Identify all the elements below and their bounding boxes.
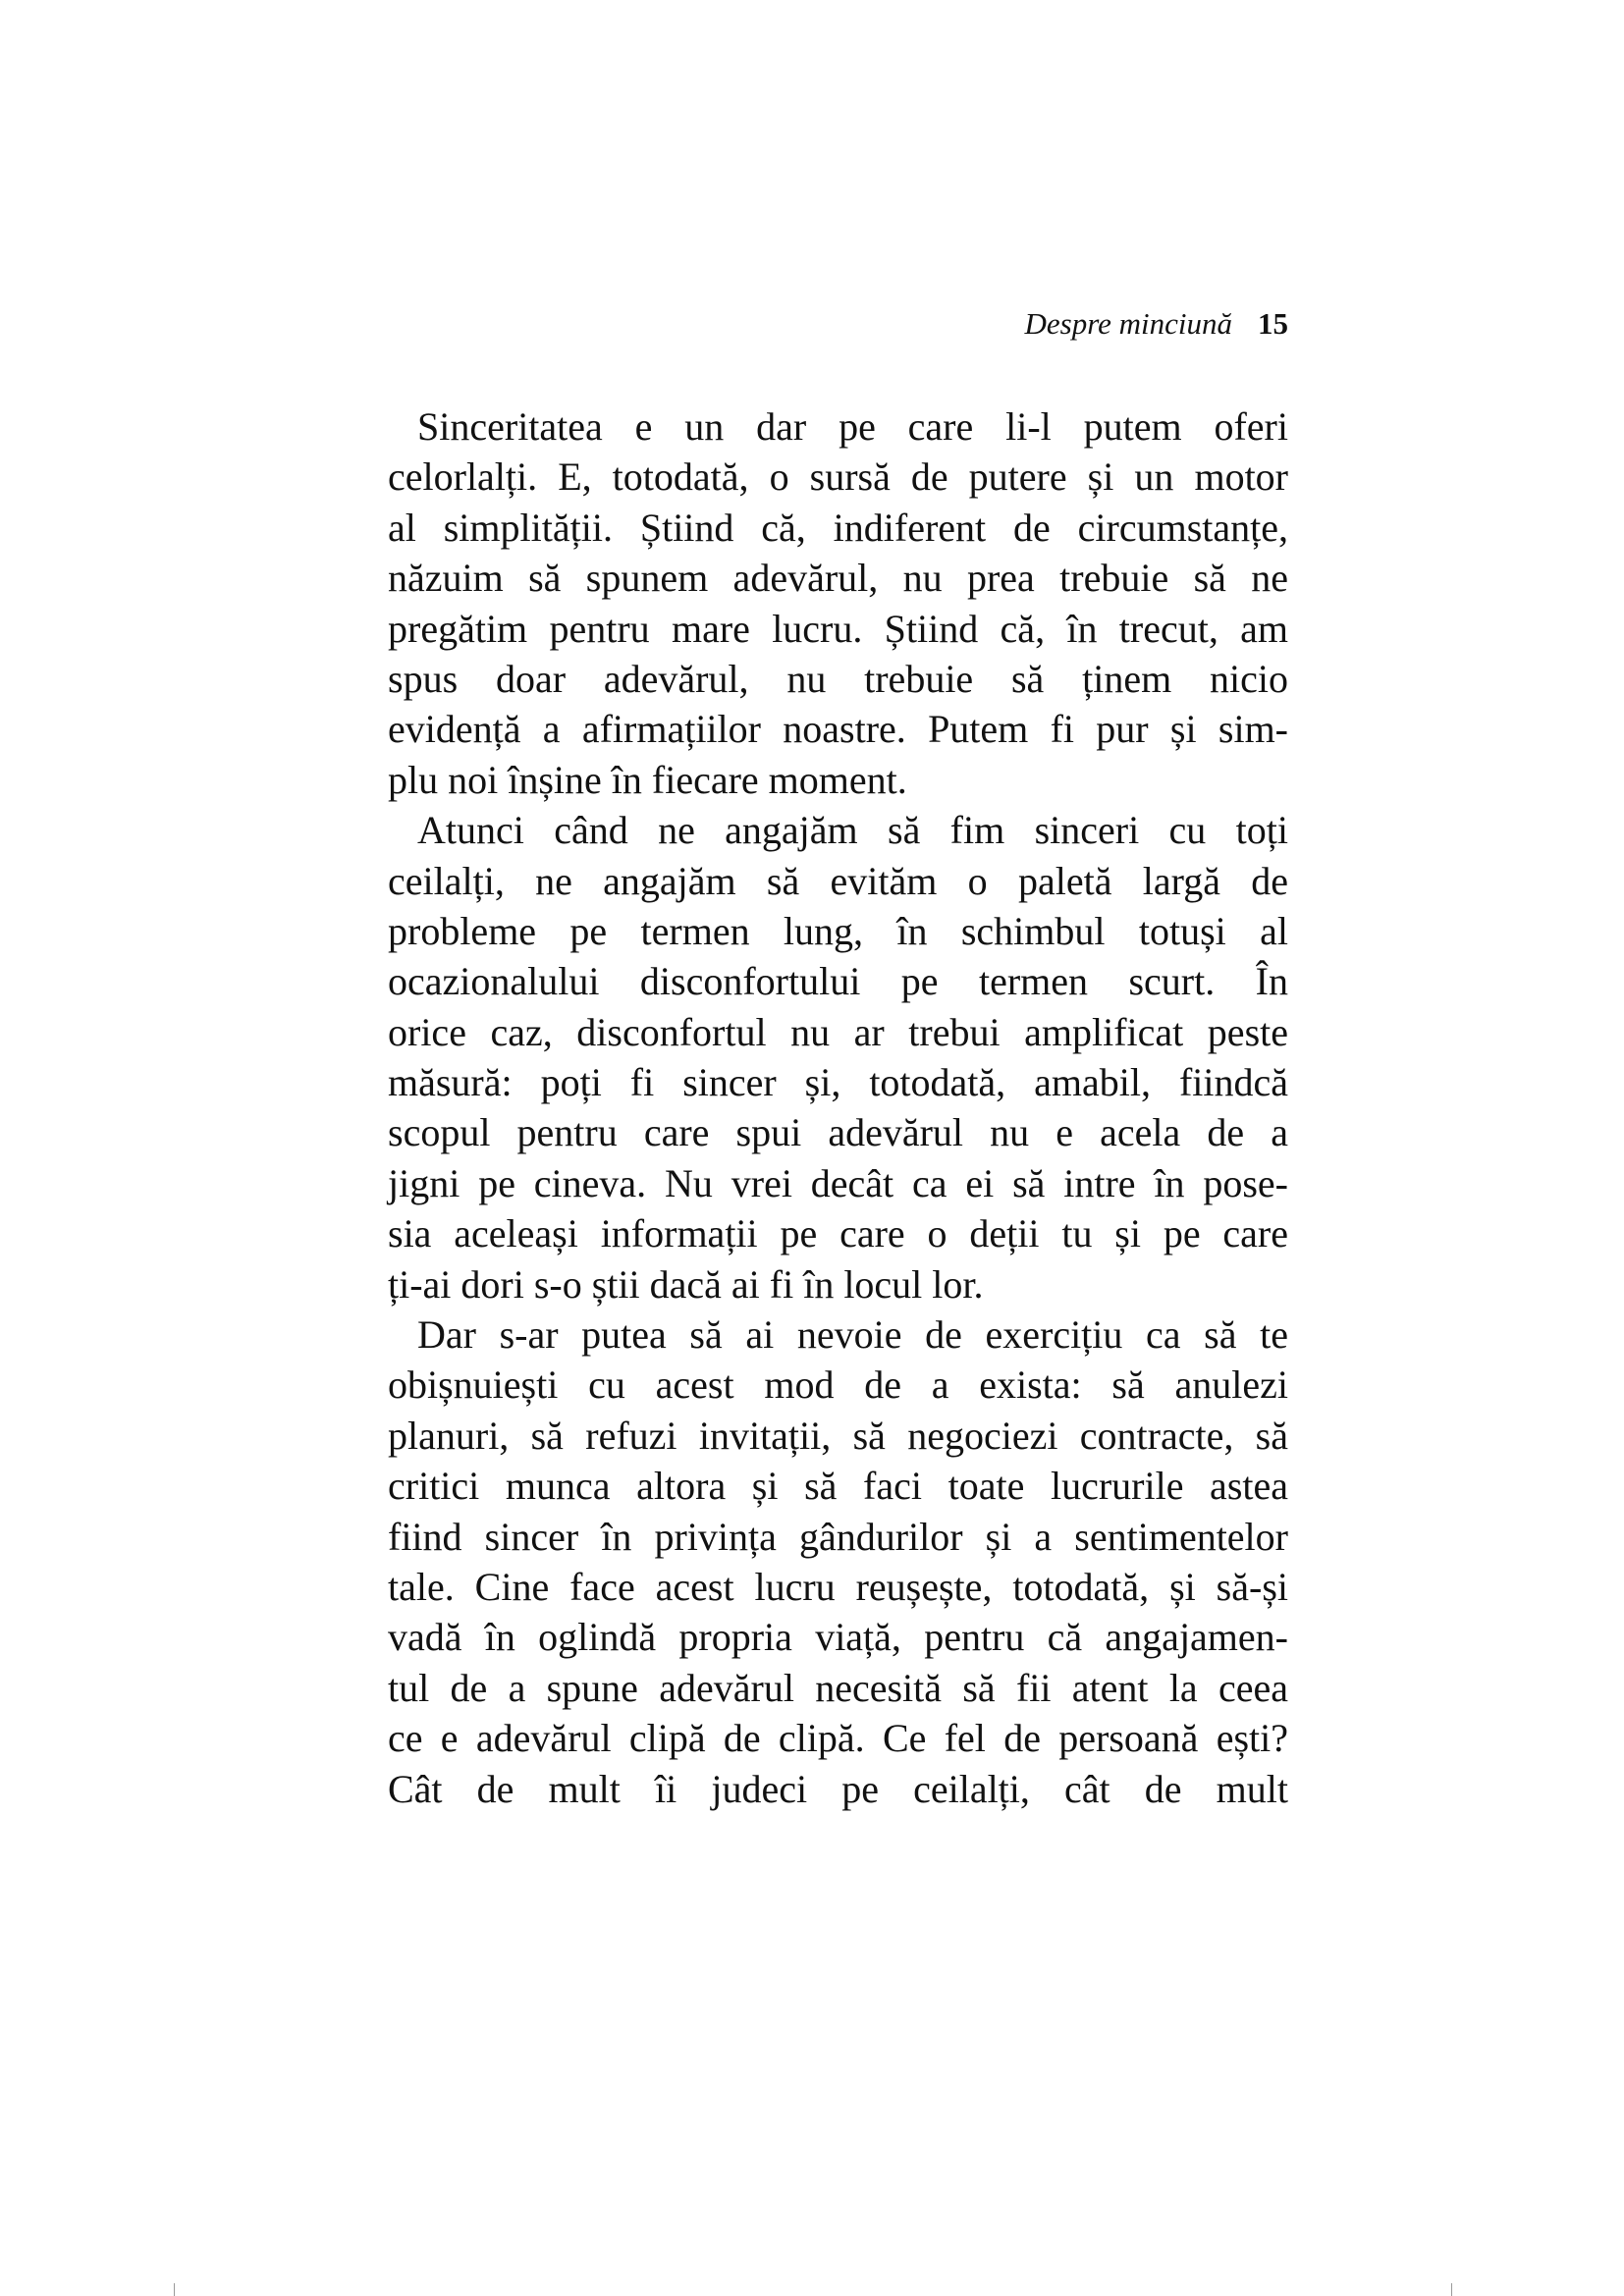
text-line: plu noi înșine în fiecare moment. [388,757,907,802]
text-line: Atunci când ne angajăm să fim sinceri cu toți [417,808,1288,853]
text-line: Sinceritatea e un dar pe care li-l putem oferi [417,404,1288,449]
paragraph [388,1309,1288,1814]
text-line: năzuim să spunem adevărul, nu prea trebuie să ne [388,556,1288,601]
text-line: critici munca altora și să faci toate lucrurile astea [388,1464,1288,1509]
page-number: 15 [1258,306,1288,341]
text-line: evidență a afirmațiilor noastre. Putem fi pur și sim- [388,707,1288,752]
text-line: fiind sincer în privința gândurilor și a sentimentelor [388,1514,1288,1559]
text-line: ce e adevărul clipă de clipă. Ce fel de persoană ești? [388,1716,1288,1761]
text-line: scopul pentru care spui adevărul nu e acela de a [388,1110,1288,1155]
text-line: ocazionalului disconfortului pe termen scurt. În [388,959,1288,1004]
running-header [388,306,1288,349]
text-line: probleme pe termen lung, în schimbul totuși al [388,908,1288,953]
text-line: ceilalți, ne angajăm să evităm o paletă largă de [388,858,1288,903]
text-line: orice caz, disconfortul nu ar trebui amplificat peste [388,1009,1288,1054]
text-line: Cât de mult îi judeci pe ceilalți, cât de mult [388,1766,1288,1811]
crop-mark-left [174,2283,175,2296]
text-line: măsură: poți fi sincer și, totodată, amabil, fiindcă [388,1060,1288,1105]
text-line: spus doar adevărul, nu trebuie să ținem nicio [388,656,1288,701]
text-line: ți-ai dori s-o știi dacă ai fi în locul lor. [388,1261,984,1307]
text-line: al simplității. Știind că, indiferent de circumstanțe, [388,505,1288,550]
text-line: tale. Cine face acest lucru reușește, totodată, și să-și [388,1564,1288,1609]
text-line: pregătim pentru mare lucru. Știind că, în trecut, am [388,606,1288,651]
text-line: vadă în oglindă propria viață, pentru că angajamen- [388,1615,1288,1660]
text-line: tul de a spune adevărul necesită să fii atent la ceea [388,1665,1288,1710]
paragraph [388,401,1288,805]
text-line: jigni pe cineva. Nu vrei decât ca ei să intre în pose- [388,1160,1288,1205]
text-line: obișnuiești cu acest mod de a exista: să anulezi [388,1362,1288,1408]
crop-mark-right [1451,2283,1452,2296]
text-line: sia aceleași informații pe care o deții tu și pe care [388,1211,1288,1256]
text-line: Dar s-ar putea să ai nevoie de exercițiu ca să te [417,1312,1288,1358]
text-line: planuri, să refuzi invitații, să negociezi contracte, să [388,1413,1288,1458]
text-line: celorlalți. E, totodată, o sursă de putere și un motor [388,454,1288,500]
body-text [388,401,1288,1814]
paragraph [388,805,1288,1309]
running-title: Despre minciună [1024,306,1232,341]
